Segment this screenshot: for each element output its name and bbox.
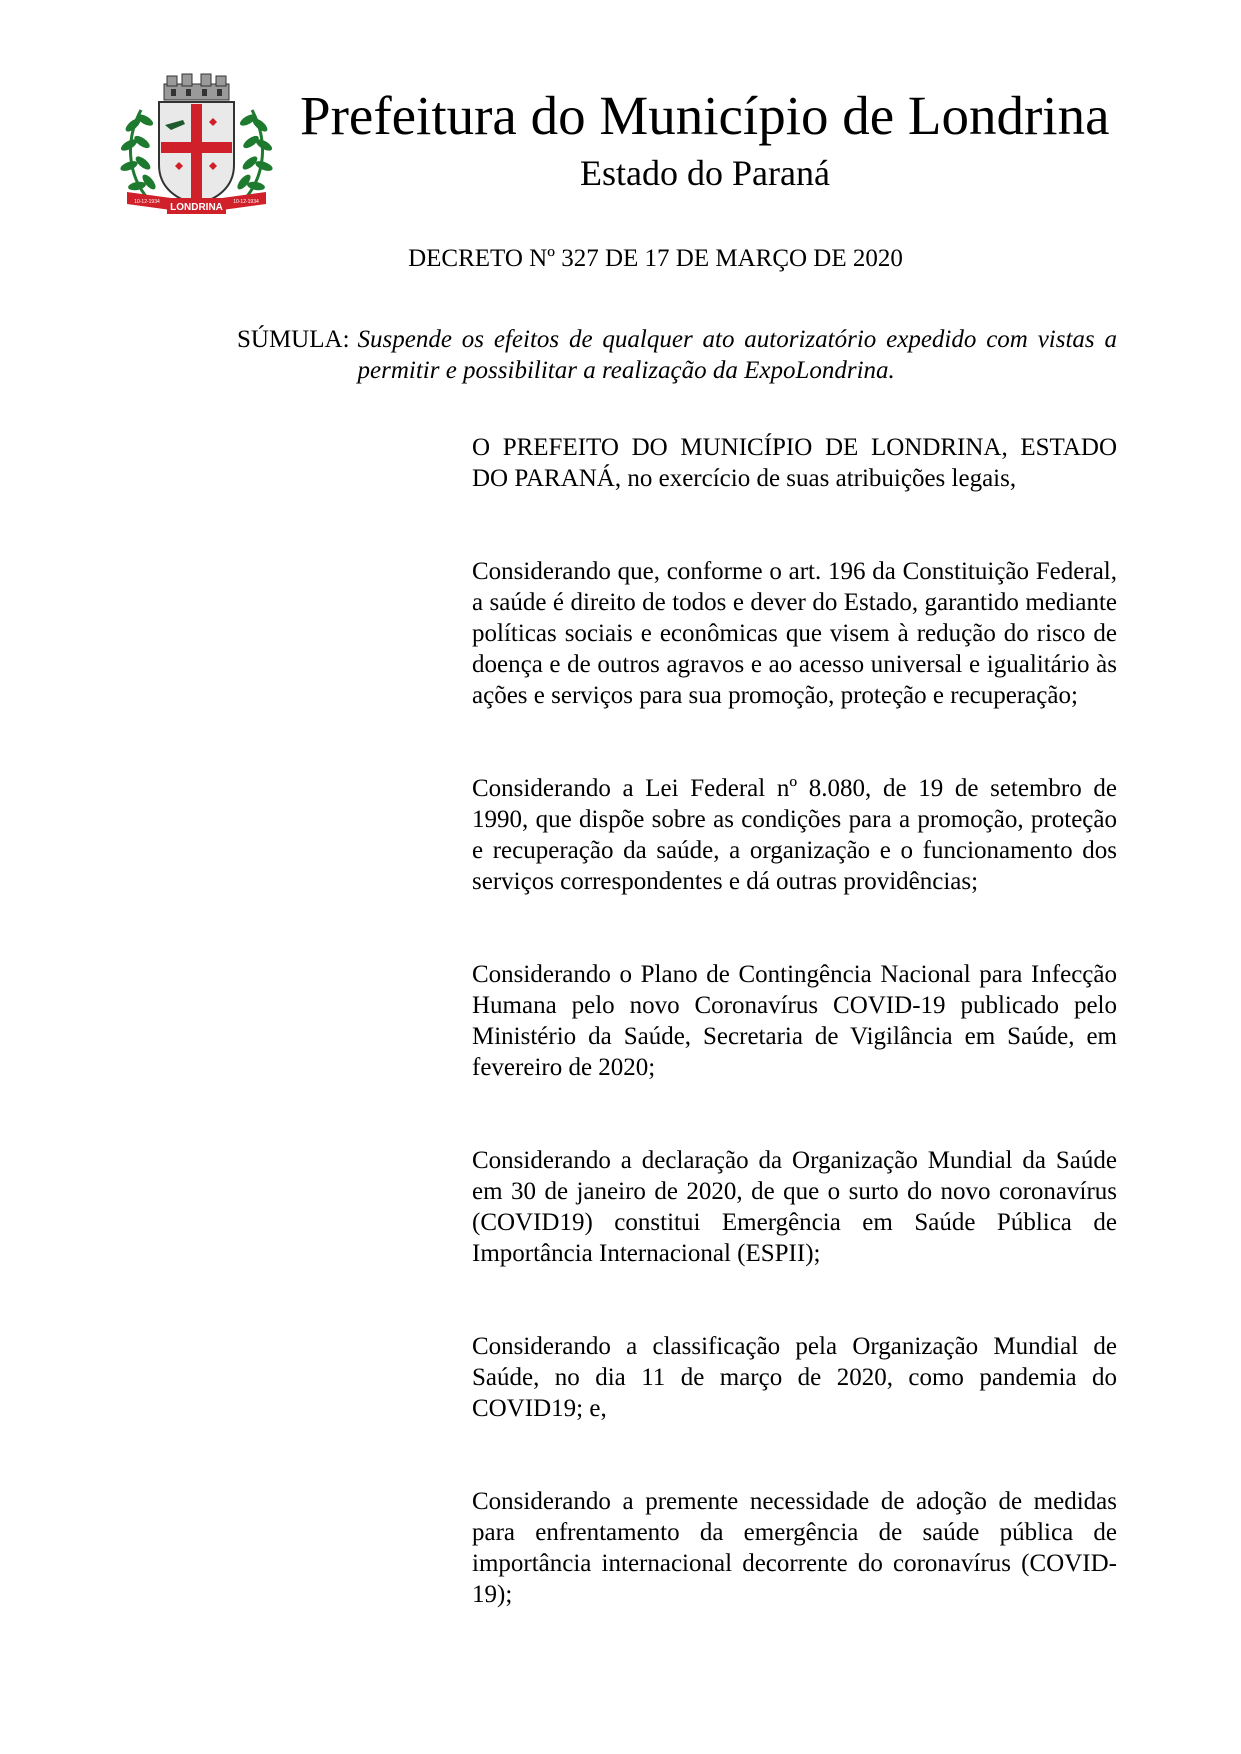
paragraph-considering: Considerando a declaração da Organização Mundial da Saúde em 30 de janeiro de 2020, de que o surto do novo coronavírus (COVID19) constitui Emergência em Saúde Pública de Importância Internacional (ESPII); — [472, 1147, 1117, 1267]
paragraph-considering: Considerando a premente necessidade de adoção de medidas para enfrentamento da emergência de saúde pública de importância internacional decorrente do coronavírus (COVID-19); — [472, 1488, 1117, 1608]
sumula-block — [237, 324, 1117, 386]
mural-crown-icon — [164, 74, 229, 100]
seal-date-left: 10-12-1934 — [134, 199, 160, 205]
page-title: Prefeitura do Município de Londrina — [300, 85, 1110, 146]
paragraph-considering: Considerando a classificação pela Organização Mundial de Saúde, no dia 11 de março de 2020, como pandemia do COVID19; e, — [472, 1333, 1117, 1422]
laurel-right-icon — [235, 110, 274, 200]
seal-date-right: 10-12-1934 — [233, 199, 259, 205]
decree-body — [472, 432, 1117, 1672]
laurel-left-icon — [119, 110, 158, 200]
paragraph-considering: Considerando a Lei Federal nº 8.080, de 19 de setembro de 1990, que dispõe sobre as condições para a promoção, proteção e recuperação da saúde, a organização e o funcionamento dos serviços correspondentes e dá outras providências; — [472, 775, 1117, 895]
coat-of-arms-logo — [119, 70, 274, 225]
sumula-label: SÚMULA: — [237, 326, 350, 353]
shield-icon — [159, 102, 234, 204]
decree-title: DECRETO Nº 327 DE 17 DE MARÇO DE 2020 — [408, 245, 903, 272]
paragraph-preamble: O PREFEITO DO MUNICÍPIO DE LONDRINA, ESTADO DO PARANÁ, no exercício de suas atribuições legais, — [472, 434, 1117, 492]
paragraph-considering: Considerando que, conforme o art. 196 da Constituição Federal, a saúde é direito de todos e dever do Estado, garantido mediante políticas sociais e econômicas que visem à redução do risco de doença e de outros agravos e ao acesso universal e igualitário às ações e serviços para sua promoção, proteção e recuperação; — [472, 558, 1117, 709]
paragraph-considering: Considerando o Plano de Contingência Nacional para Infecção Humana pelo novo Coronavírus COVID-19 publicado pelo Ministério da Saúde, Secretaria de Vigilância em Saúde, em fevereiro de 2020; — [472, 961, 1117, 1081]
sumula-text: Suspende os efeitos de qualquer ato autorizatório expedido com vistas a permitir e possibilitar a realização da ExpoLondrina. — [357, 326, 1117, 384]
seal-banner-text: LONDRINA — [170, 202, 223, 213]
page-subtitle: Estado do Paraná — [580, 153, 830, 193]
